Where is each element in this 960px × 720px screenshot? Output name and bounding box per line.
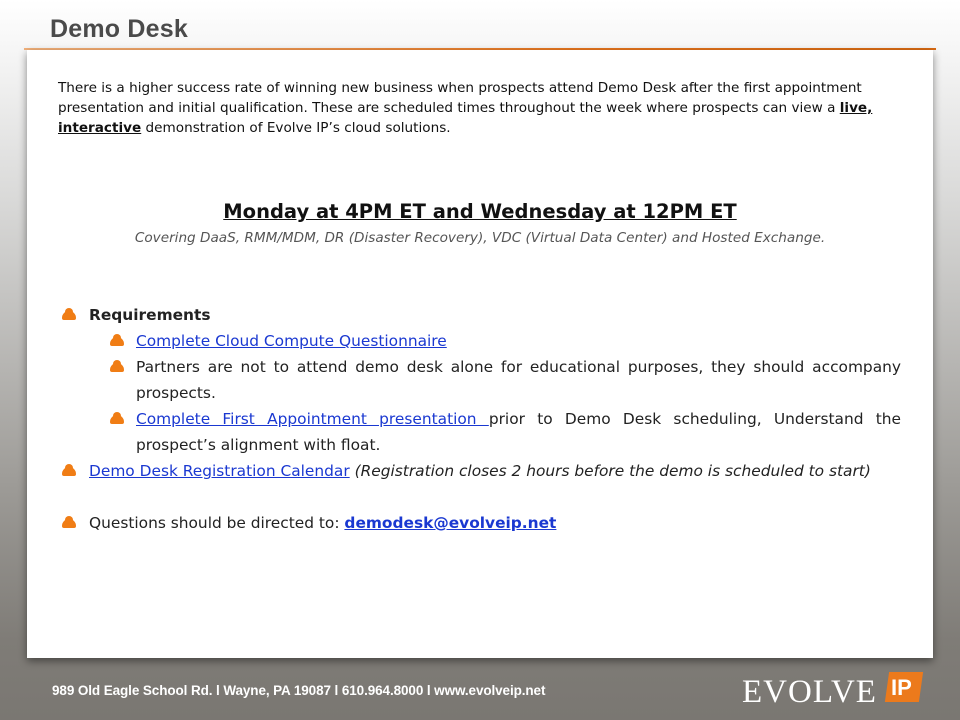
evolve-ip-logo: [742, 672, 923, 712]
footer-address: 989 Old Eagle School Rd. l Wayne, PA 19087 l 610.964.8000 l www.evolveip.net: [52, 683, 546, 698]
cloud-bullet-icon: [62, 467, 76, 476]
partners-text: Partners are not to attend demo desk alone for educational purposes, they should accompany prospects.: [136, 358, 901, 402]
first-appointment-text: prior to Demo Desk scheduling, Understand the prospect’s alignment with float.: [136, 410, 901, 454]
email-link[interactable]: demodesk@evolveip.net: [344, 514, 557, 532]
logo-badge-text: IP: [890, 675, 912, 700]
cloud-bullet-icon: [110, 363, 124, 372]
intro-text-before: There is a higher success rate of winning new business when prospects attend Demo Desk after the first appointment presentation and initial qualification. These are scheduled times throughout the week where prospects can view a: [58, 80, 862, 116]
logo-wordmark: EVOLVE: [742, 674, 877, 710]
questions-label: Questions should be directed to:: [89, 514, 345, 532]
first-appointment-link[interactable]: Complete First Appointment presentation: [136, 410, 489, 428]
intro-text-after: demonstration of Evolve IP’s cloud solutions.: [141, 120, 451, 136]
registration-note: (Registration closes 2 hours before the demo is scheduled to start): [349, 462, 871, 480]
coverage-note: Covering DaaS, RMM/MDM, DR (Disaster Recovery), VDC (Virtual Data Center) and Hosted Exchange.: [134, 230, 826, 246]
registration-calendar-link[interactable]: Demo Desk Registration Calendar: [89, 462, 350, 480]
intro-paragraph: [58, 78, 908, 138]
schedule-heading: Monday at 4PM ET and Wednesday at 12PM ET: [223, 200, 737, 223]
content-card: [27, 50, 933, 658]
cloud-bullet-icon: [62, 311, 76, 320]
intro-emphasis: live, interactive: [58, 100, 873, 136]
cloud-bullet-icon: [110, 415, 124, 424]
requirements-label: Requirements: [89, 306, 211, 324]
logo-badge: [879, 672, 923, 706]
questionnaire-link[interactable]: Complete Cloud Compute Questionnaire: [136, 332, 447, 350]
slide-title: Demo Desk: [50, 15, 188, 43]
cloud-bullet-icon: [110, 337, 124, 346]
cloud-bullet-icon: [62, 519, 76, 528]
